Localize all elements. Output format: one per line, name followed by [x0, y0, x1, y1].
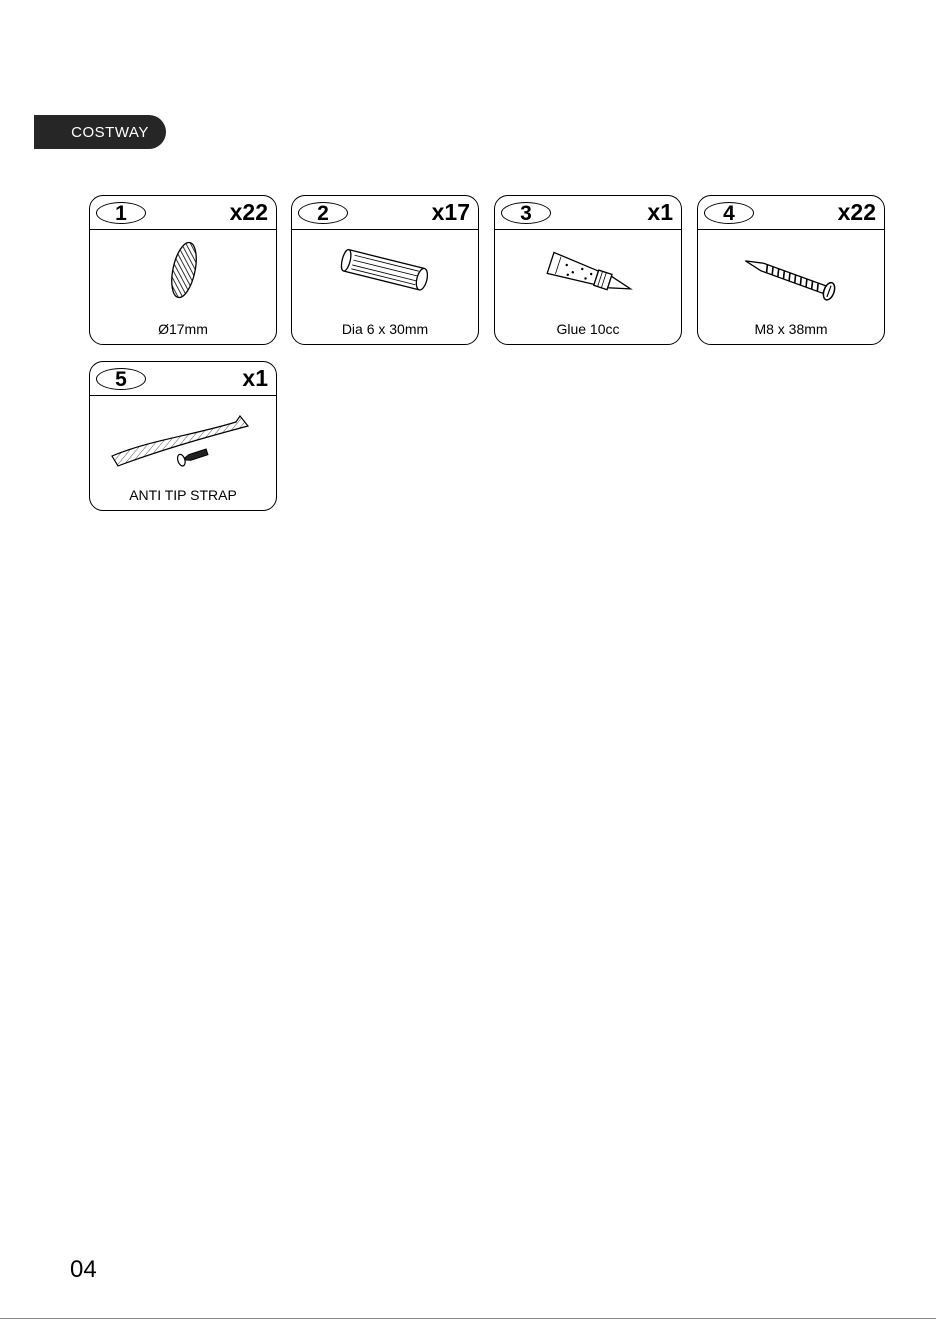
part-number-badge: 1 — [96, 202, 146, 224]
wood-plug-icon — [90, 230, 276, 314]
part-quantity: x1 — [242, 365, 268, 391]
brand-logo — [34, 115, 166, 149]
part-card-1 — [89, 195, 277, 345]
part-spec: Ø17mm — [158, 321, 208, 337]
part-card-3 — [494, 195, 682, 345]
anti-tip-strap-icon — [90, 396, 276, 480]
part-quantity: x17 — [431, 199, 470, 225]
card-header — [90, 362, 276, 396]
screw-icon — [698, 230, 884, 314]
part-card-5 — [89, 361, 277, 511]
part-spec: M8 x 38mm — [754, 321, 828, 337]
wooden-dowel-icon — [292, 230, 478, 314]
card-header — [698, 196, 884, 230]
part-spec: ANTI TIP STRAP — [129, 487, 237, 503]
part-card-4 — [697, 195, 885, 345]
page-number: 04 — [70, 1256, 97, 1283]
card-header — [495, 196, 681, 230]
footer-divider — [0, 1318, 936, 1319]
card-header — [90, 196, 276, 230]
part-number-badge: 3 — [501, 202, 551, 224]
part-quantity: x22 — [837, 199, 876, 225]
part-quantity: x1 — [647, 199, 673, 225]
card-header — [292, 196, 478, 230]
brand-name: COSTWAY — [71, 123, 149, 141]
part-number-badge: 4 — [704, 202, 754, 224]
part-spec: Dia 6 x 30mm — [341, 321, 429, 337]
part-number-badge: 2 — [298, 202, 348, 224]
glue-tube-icon — [495, 230, 681, 314]
part-spec: Glue 10cc — [556, 321, 620, 337]
part-card-2 — [291, 195, 479, 345]
part-quantity: x22 — [229, 199, 268, 225]
part-number-badge: 5 — [96, 368, 146, 390]
